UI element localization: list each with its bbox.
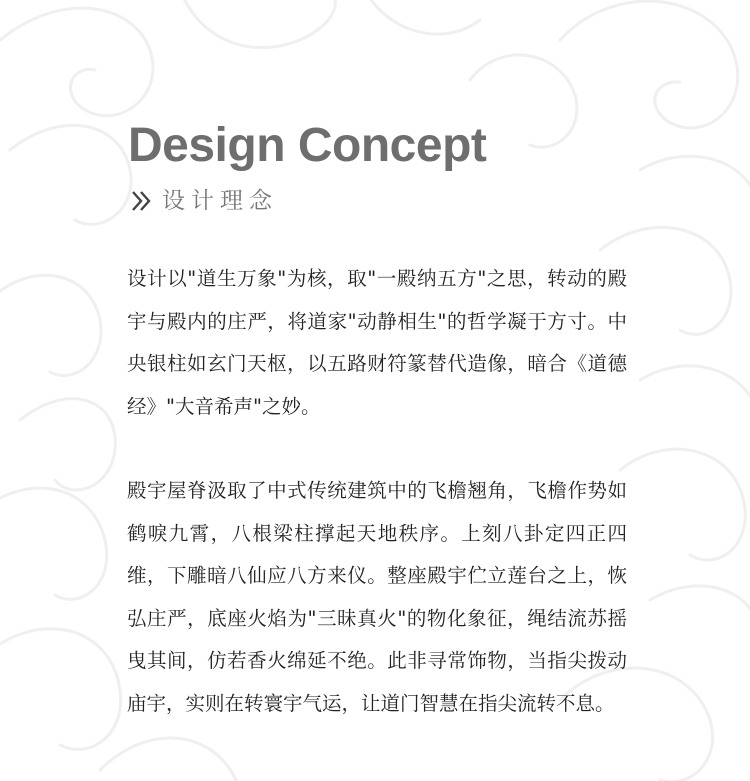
subtitle-row <box>130 184 278 218</box>
page-subtitle: 设计理念 <box>162 188 278 214</box>
concept-paragraph-2: 殿宇屋脊汲取了中式传统建筑中的飞檐翘角，飞檐作势如鹤唳九霄，八根梁柱撑起天地秩序。上刻八卦定四正四维，下雕暗八仙应八方来仪。整座殿宇伫立莲台之上，恢弘庄严，底座火焰为"三昧真火"的物化象征，绳结流苏摇曳其间，仿若香火绵延不绝。此非寻常饰物，当指尖拨动庙宇，实则在转寰宇气运，让道门智慧在指尖流转不息。 <box>127 479 627 715</box>
concept-paragraph-1: 设计以"道生万象"为核，取"一殿纳五方"之思，转动的殿宇与殿内的庄严，将道家"动静相生"的哲学凝于方寸。中央银柱如玄门天枢，以五路财符篆替代造像，暗合《道德经》"大音希声"之妙。 <box>127 267 627 418</box>
double-chevron-right-icon <box>130 188 154 214</box>
page-title: Design Concept <box>128 119 487 172</box>
